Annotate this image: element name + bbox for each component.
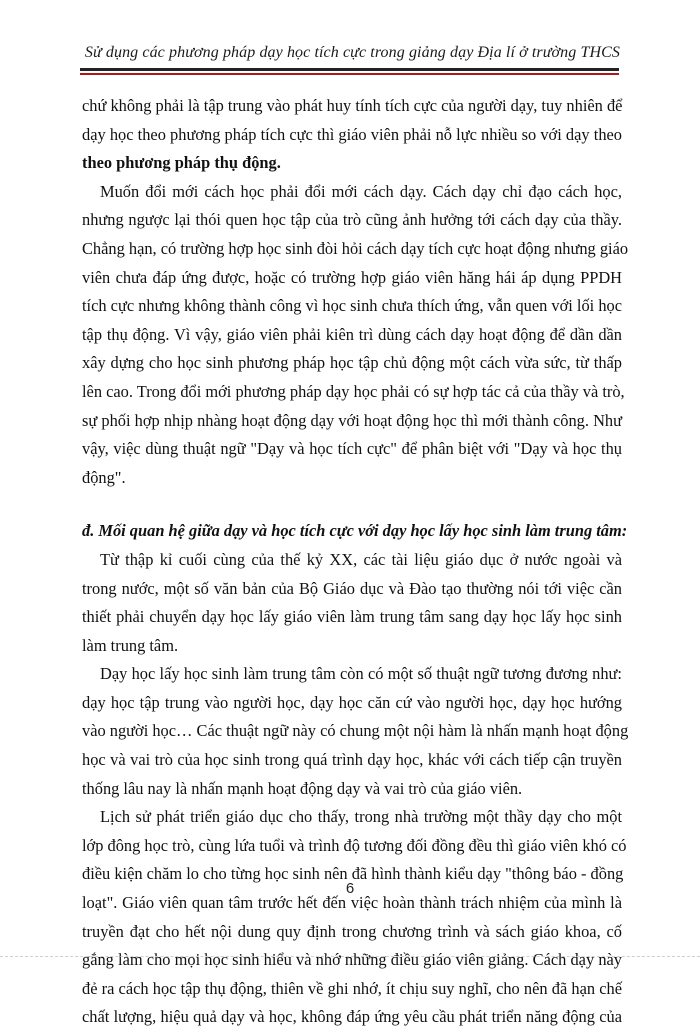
header-rule	[80, 68, 619, 71]
text-line: động".	[82, 467, 126, 487]
text-line: lên cao. Trong đổi mới phương pháp dạy học phải có sự hợp tác cả của thầy và trò,	[82, 381, 625, 401]
text-line: vào người học… Các thuật ngữ này có chung một nội hàm là nhấn mạnh hoạt động	[82, 721, 629, 741]
text-line: làm trung tâm.	[82, 635, 179, 655]
section-heading: đ. Mối quan hệ giữa dạy và học tích cực với dạy học lấy học sinh làm trung tâm:	[82, 521, 628, 541]
text-line: viên chưa đáp ứng được, hoặc có trường hợp giáo viên hăng hái áp dụng PPDH	[82, 267, 622, 287]
text-line: Từ thập kỉ cuối cùng của thế kỷ XX, các tài liệu giáo dục ở nước ngoài và	[100, 549, 622, 569]
text-line: đẻ ra cách học tập thụ động, thiên về ghi nhớ, ít chịu suy nghĩ, cho nên đã hạn chế	[82, 978, 622, 998]
page-number: 6	[345, 880, 355, 897]
text-line: tích cực nhưng không thành công vì học sinh chưa thích ứng, vẫn quen với lối học	[82, 296, 622, 316]
text-line: tập thụ động. Vì vậy, giáo viên phải kiên trì dùng cách dạy hoạt động để dần dần	[82, 324, 622, 344]
paragraph	[82, 660, 629, 803]
text-line: xây dựng cho học sinh phương pháp học tập chủ động một cách vừa sức, từ thấp	[82, 353, 622, 373]
text-line: trong nước, một số văn bản của Bộ Giáo dục và Đào tạo thường nói tới việc cần	[82, 578, 622, 598]
text-line: chất lượng, hiệu quả dạy và học, không đáp ứng yêu cầu phát triển năng động của	[82, 1007, 622, 1027]
text-line: gắng làm cho mọi học sinh hiểu và nhớ những điều giáo viên giảng. Cách dạy này	[82, 950, 622, 970]
text-line: dạy học tập trung vào người học, dạy học căn cứ vào người học, dạy học hướng	[82, 692, 622, 712]
text-line: thống lâu nay là nhấn mạnh hoạt động dạy và vai trò của giáo viên.	[82, 778, 523, 798]
text-line: loạt". Giáo viên quan tâm trước hết đến việc hoàn thành trách nhiệm của mình là	[82, 893, 622, 913]
text-line: Dạy học lấy học sinh làm trung tâm còn có một số thuật ngữ tương đương như:	[100, 664, 622, 684]
text-line: lớp đông học trò, cùng lứa tuổi và trình độ tương đối đồng đều thì giáo viên khó có	[82, 835, 627, 855]
text-line: chứ không phải là tập trung vào phát huy tính tích cực của người dạy, tuy nhiên để	[82, 96, 623, 115]
page-bottom-edge	[0, 956, 700, 957]
text-line: nhưng ngược lại thói quen học tập của trò cũng ảnh hưởng tới cách dạy của thầy.	[82, 210, 622, 230]
paragraph	[82, 92, 622, 178]
paragraph	[82, 546, 622, 660]
paragraph	[82, 178, 629, 493]
text-line: Chẳng hạn, có trường hợp học sinh đòi hỏi cách dạy tích cực hoạt động nhưng giáo	[82, 238, 629, 258]
text-line: thiết phải chuyển dạy học lấy giáo viên làm trung tâm sang dạy học lấy học sinh	[82, 607, 622, 627]
text-line: truyền đạt cho hết nội dung quy định trong chương trình và sách giáo khoa, cố	[82, 921, 622, 941]
header-accent-rule	[80, 73, 619, 75]
text-line: sự phối hợp nhịp nhàng hoạt động dạy với hoạt động học thì mới thành công. Như	[82, 410, 622, 430]
text-line: Muốn đổi mới cách học phải đổi mới cách dạy. Cách dạy chỉ đạo cách học,	[100, 181, 622, 201]
text-line: điều kiện chăm lo cho từng học sinh nên đã hình thành kiểu dạy "thông báo - đồng	[82, 864, 624, 884]
text-line: dạy học theo phương pháp tích cực thì giáo viên phải nỗ lực nhiều so với dạy theo	[82, 124, 622, 144]
text-line: học và vai trò của học sinh trong quá trình dạy học, khác với cách tiếp cận truyền	[82, 750, 622, 770]
text-line: Lịch sử phát triển giáo dục cho thấy, trong nhà trường một thầy dạy cho một	[100, 807, 622, 827]
running-header: Sử dụng các phương pháp dạy học tích cực trong giảng dạy Địa lí ở trường THCS	[84, 44, 620, 61]
text-line: theo phương pháp thụ động.	[82, 153, 281, 173]
paragraph	[82, 803, 627, 1032]
text-line: vậy, việc dùng thuật ngữ "Dạy và học tích cực" để phân biệt với "Dạy và học thụ	[82, 439, 622, 459]
